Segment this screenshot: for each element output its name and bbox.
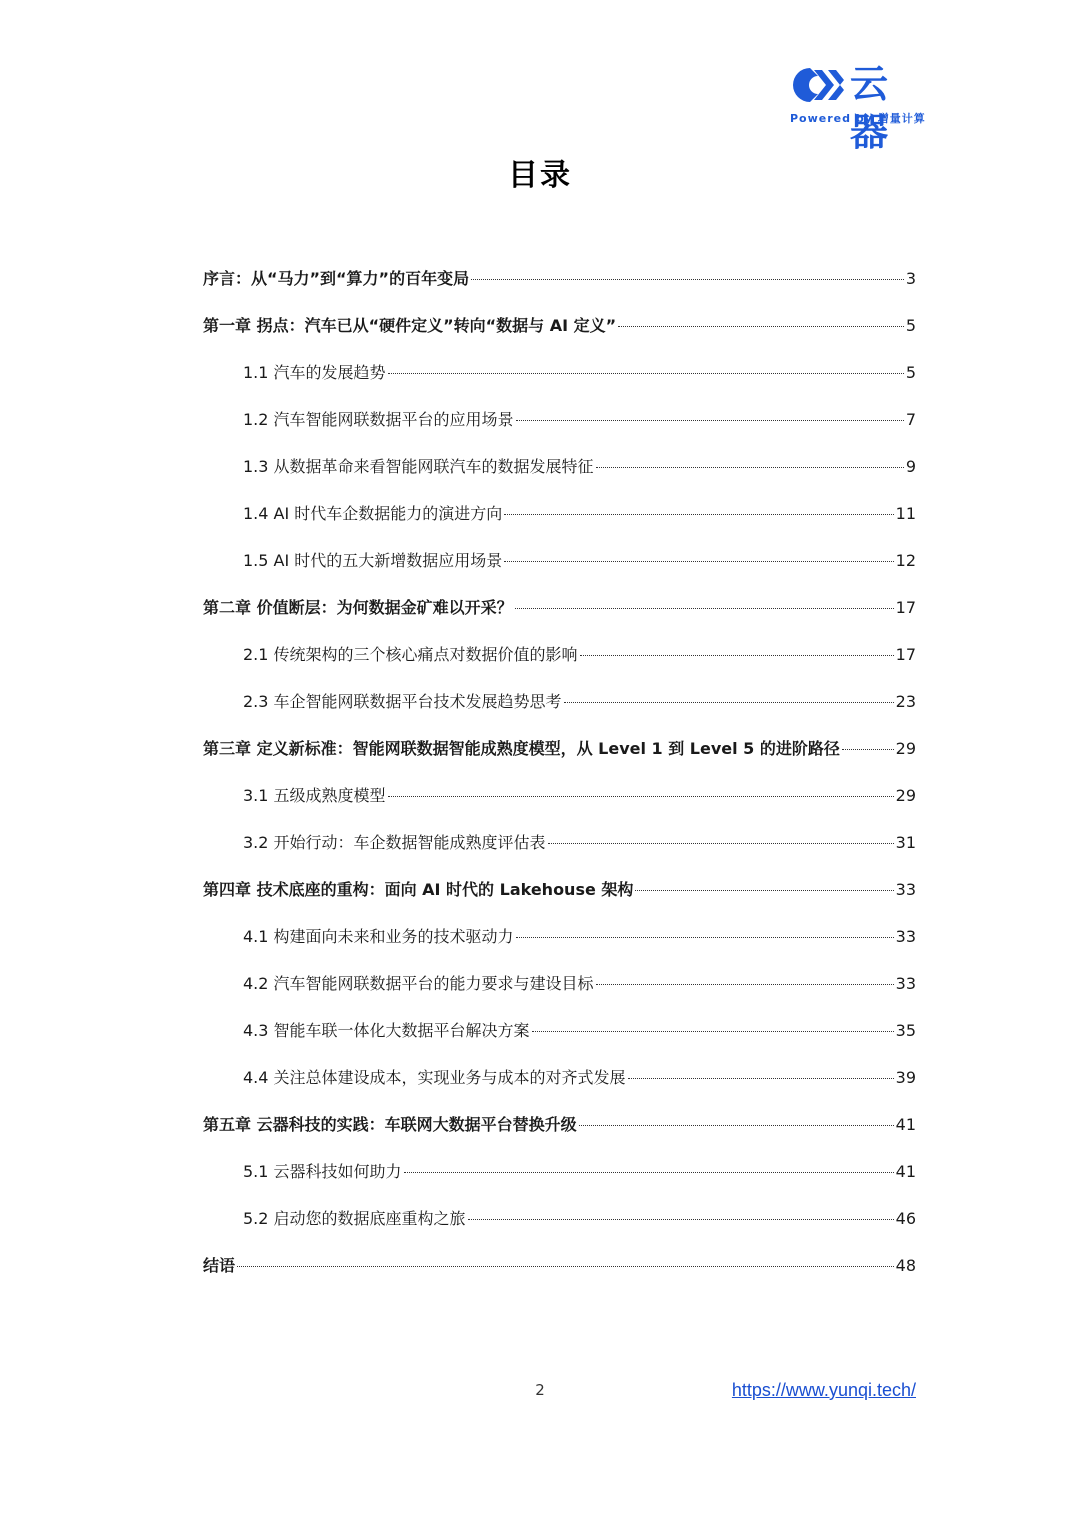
toc-entry-page: 35 <box>895 1021 916 1040</box>
toc-entry-label: 4.4 关注总体建设成本，实现业务与成本的对齐式发展 <box>243 1068 626 1087</box>
toc-section-entry[interactable] <box>203 401 916 448</box>
toc-entry-label: 3.2 开始行动：车企数据智能成熟度评估表 <box>243 833 546 852</box>
toc-entry-label: 4.2 汽车智能网联数据平台的能力要求与建设目标 <box>243 974 594 993</box>
toc-entry-label: 1.1 汽车的发展趋势 <box>243 363 386 382</box>
toc-dot-leader <box>471 279 904 280</box>
website-link[interactable]: https://www.yunqi.tech/ <box>731 1380 916 1400</box>
table-of-contents <box>203 260 916 1294</box>
toc-dot-leader <box>596 984 894 985</box>
toc-entry-page: 33 <box>895 927 916 946</box>
toc-entry-label: 3.1 五级成熟度模型 <box>243 786 386 805</box>
yunqi-logo-icon <box>788 64 850 106</box>
toc-entry-label: 结语 <box>203 1256 236 1275</box>
logo-subtitle: Powered by 增量计算 <box>790 112 926 125</box>
toc-entry-page: 33 <box>895 880 916 899</box>
toc-dot-leader <box>516 937 894 938</box>
toc-dot-leader <box>628 1078 894 1079</box>
toc-entry-label: 2.1 传统架构的三个核心痛点对数据价值的影响 <box>243 645 578 664</box>
toc-dot-leader <box>548 843 894 844</box>
toc-entry-label: 第四章 技术底座的重构：面向 AI 时代的 Lakehouse 架构 <box>203 880 634 899</box>
toc-entry-label: 1.4 AI 时代车企数据能力的演进方向 <box>243 504 503 523</box>
toc-entry-page: 48 <box>895 1256 916 1275</box>
toc-entry-label: 4.1 构建面向未来和业务的技术驱动力 <box>243 927 514 946</box>
toc-chapter-entry[interactable] <box>203 589 916 636</box>
page-number: 2 <box>535 1381 545 1399</box>
toc-entry-page: 12 <box>895 551 916 570</box>
toc-dot-leader <box>404 1172 894 1173</box>
toc-section-entry[interactable] <box>203 1200 916 1247</box>
toc-entry-label: 2.3 车企智能网联数据平台技术发展趋势思考 <box>243 692 562 711</box>
toc-dot-leader <box>635 890 893 891</box>
toc-entry-page: 11 <box>895 504 916 523</box>
toc-entry-page: 29 <box>895 786 916 805</box>
toc-dot-leader <box>504 514 893 515</box>
toc-section-entry[interactable] <box>203 354 916 401</box>
toc-entry-page: 41 <box>895 1115 916 1134</box>
toc-chapter-entry[interactable] <box>203 1247 916 1294</box>
toc-entry-page: 5 <box>905 363 916 382</box>
toc-entry-page: 41 <box>895 1162 916 1181</box>
toc-section-entry[interactable] <box>203 1059 916 1106</box>
toc-entry-page: 39 <box>895 1068 916 1087</box>
toc-entry-label: 第三章 定义新标准：智能网联数据智能成熟度模型，从 Level 1 到 Level 5 的进阶路径 <box>203 739 840 758</box>
toc-section-entry[interactable] <box>203 448 916 495</box>
toc-section-entry[interactable] <box>203 495 916 542</box>
toc-entry-page: 17 <box>895 645 916 664</box>
toc-entry-page: 23 <box>895 692 916 711</box>
toc-dot-leader <box>842 749 894 750</box>
toc-section-entry[interactable] <box>203 683 916 730</box>
toc-section-entry[interactable] <box>203 1153 916 1200</box>
toc-chapter-entry[interactable] <box>203 1106 916 1153</box>
toc-entry-label: 序言：从“马力”到“算力”的百年变局 <box>203 269 470 288</box>
toc-section-entry[interactable] <box>203 965 916 1012</box>
toc-entry-label: 第五章 云器科技的实践：车联网大数据平台替换升级 <box>203 1115 577 1134</box>
toc-dot-leader <box>388 373 904 374</box>
toc-entry-label: 第一章 拐点：汽车已从“硬件定义”转向“数据与 AI 定义” <box>203 316 617 335</box>
toc-dot-leader <box>596 467 904 468</box>
brand-logo <box>786 60 926 154</box>
toc-entry-label: 4.3 智能车联一体化大数据平台解决方案 <box>243 1021 530 1040</box>
toc-dot-leader <box>564 702 894 703</box>
toc-section-entry[interactable] <box>203 918 916 965</box>
toc-dot-leader <box>516 420 904 421</box>
page-title: 目录 <box>508 158 572 193</box>
toc-dot-leader <box>618 326 904 327</box>
toc-dot-leader <box>515 608 894 609</box>
toc-entry-page: 7 <box>905 410 916 429</box>
toc-entry-page: 33 <box>895 974 916 993</box>
toc-chapter-entry[interactable] <box>203 260 916 307</box>
toc-entry-label: 5.2 启动您的数据底座重构之旅 <box>243 1209 466 1228</box>
toc-entry-label: 5.1 云器科技如何助力 <box>243 1162 402 1181</box>
toc-entry-label: 1.2 汽车智能网联数据平台的应用场景 <box>243 410 514 429</box>
toc-dot-leader <box>579 1125 894 1126</box>
toc-entry-page: 3 <box>905 269 916 288</box>
toc-section-entry[interactable] <box>203 824 916 871</box>
toc-section-entry[interactable] <box>203 1012 916 1059</box>
toc-section-entry[interactable] <box>203 636 916 683</box>
toc-dot-leader <box>532 1031 894 1032</box>
toc-chapter-entry[interactable] <box>203 730 916 777</box>
toc-entry-label: 第二章 价值断层：为何数据金矿难以开采？ <box>203 598 513 617</box>
toc-entry-label: 1.3 从数据革命来看智能网联汽车的数据发展特征 <box>243 457 594 476</box>
toc-entry-label: 1.5 AI 时代的五大新增数据应用场景 <box>243 551 503 570</box>
logo-text: 云器 <box>850 62 890 154</box>
toc-entry-page: 31 <box>895 833 916 852</box>
toc-dot-leader <box>237 1266 894 1267</box>
toc-entry-page: 46 <box>895 1209 916 1228</box>
toc-entry-page: 5 <box>905 316 916 335</box>
toc-section-entry[interactable] <box>203 542 916 589</box>
toc-dot-leader <box>580 655 894 656</box>
toc-entry-page: 17 <box>895 598 916 617</box>
toc-section-entry[interactable] <box>203 777 916 824</box>
toc-chapter-entry[interactable] <box>203 871 916 918</box>
toc-dot-leader <box>504 561 893 562</box>
toc-dot-leader <box>388 796 894 797</box>
toc-chapter-entry[interactable] <box>203 307 916 354</box>
toc-entry-page: 29 <box>895 739 916 758</box>
toc-dot-leader <box>468 1219 894 1220</box>
toc-entry-page: 9 <box>905 457 916 476</box>
